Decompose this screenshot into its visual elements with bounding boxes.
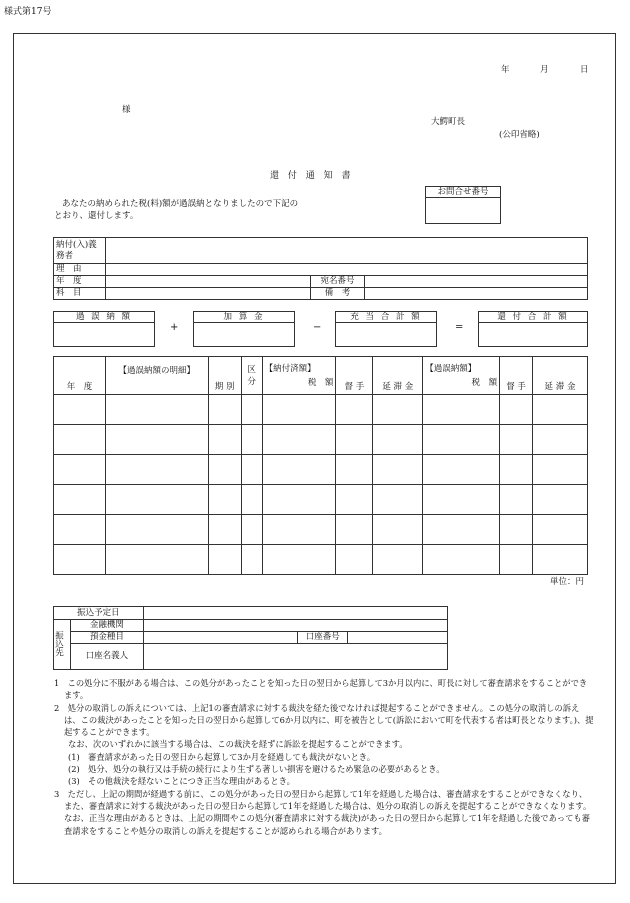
col-over-fee: 督 手 <box>500 357 533 395</box>
account-no-value <box>348 632 448 644</box>
table-row <box>54 485 588 515</box>
table-row <box>54 515 588 545</box>
reason-label: 理 由 <box>54 264 106 276</box>
note-1: 1 この処分に不服がある場合は、この処分があったことを知った日の翌日から起算して3か月以内に、町長に対して審査請求をすることができます。 <box>54 678 588 701</box>
col-category: 区分 <box>241 357 262 395</box>
date-day: 日 <box>580 65 589 75</box>
overpaid-header: 【過誤納額】 <box>425 363 477 374</box>
overpaid-label: 過 誤 納 額 <box>54 312 154 323</box>
note-2: 2 処分の取消しの訴えについては、上記1の審査請求に対する裁決を経た後でなければ提起することができません。この処分の取消しの訴えは、この裁決があったことを知った日の翌日から起算して6か月以内に、町を被告として(訴訟において町を代表する者は町長となります。)、提起することができます。 <box>54 702 594 738</box>
transfer-table <box>53 606 448 670</box>
unit-label: 単位：円 <box>550 577 585 587</box>
payer-label: 納付(入)義務者 <box>54 238 106 264</box>
col-year: 年 度 <box>54 357 106 395</box>
table-row <box>54 455 588 485</box>
addressee-suffix: 様 <box>122 105 131 115</box>
refund-total-label: 還 付 合 計 額 <box>479 312 587 323</box>
bank-label: 金融機関 <box>70 620 143 632</box>
bank-value <box>143 620 447 632</box>
col-over-tax <box>423 357 500 395</box>
issuer: 大鰐町長 <box>431 117 466 127</box>
account-no-label: 口座番号 <box>298 632 348 644</box>
col-paid-tax <box>262 357 336 395</box>
table-row <box>54 395 588 425</box>
col-paid-delay: 延 滞 金 <box>373 357 423 395</box>
overpaid-box <box>53 311 155 347</box>
note-2-case-3: (3) その他裁決を経ないことにつき正当な理由があるとき。 <box>68 776 295 787</box>
year-value <box>105 276 310 288</box>
plus-sign: + <box>170 322 179 333</box>
note-3: 3 ただし、上記の期間が経過する前に、この処分があった日の翌日から起算して1年を経過した場合は、審査請求をすることができなくなり、また、審査請求に対する裁決があった日の翌日から起算して1年を経過した場合は、処分の取消しの訴えを提起することができなくなります。なお、正当な理由があるときは、上記の期間やこの処分(審査請求に対する裁決)があった日の翌日から起算して1年を経過した後であっても審査請求をすることや処分の取消しの訴えを提起することが認められる場合があります。 <box>54 788 592 836</box>
detail-table <box>53 356 588 575</box>
col-breakdown: 【過誤納額の明細】 <box>105 357 208 395</box>
intro-line: あなたの納められた税(料)額が過誤納となりましたので下記のとおり、還付します。 <box>54 199 299 221</box>
inquiry-label: お問合せ番号 <box>426 187 500 198</box>
reason-value <box>105 264 587 276</box>
note-2-intro: なお、次のいずれかに該当する場合は、この裁決を経ずに訴訟を提起することができます。 <box>68 739 408 750</box>
inquiry-box <box>425 186 501 224</box>
table-row <box>54 545 588 575</box>
item-value <box>105 288 310 300</box>
minus-sign: − <box>313 322 322 333</box>
transfer-date-value <box>143 607 447 620</box>
note-2-case-2: (2) 処分、処分の執行又は手続の続行により生ずる著しい損害を避けるため緊急の必要があるとき。 <box>68 764 445 775</box>
paid-tax-label: 税 額 <box>307 377 334 388</box>
transfer-side-label: 振込先 <box>54 620 71 670</box>
col-paid-fee: 督 手 <box>336 357 373 395</box>
notes <box>54 677 594 837</box>
remarks-value <box>365 288 588 300</box>
equals-sign: = <box>455 322 464 333</box>
deposit-type-value <box>143 632 298 644</box>
paid-header: 【納付済額】 <box>264 363 316 374</box>
year-label: 年 度 <box>54 276 106 288</box>
col-period: 期 別 <box>208 357 241 395</box>
addition-label: 加 算 金 <box>194 312 294 323</box>
deposit-type-label: 預金種目 <box>70 632 143 644</box>
remarks-label: 備 考 <box>310 288 365 300</box>
addressee-no-label: 宛名番号 <box>310 276 365 288</box>
holder-value <box>143 644 447 670</box>
item-label: 科 目 <box>54 288 106 300</box>
table-row <box>54 425 588 455</box>
payer-value <box>105 238 587 264</box>
col-over-delay: 延 滞 金 <box>533 357 588 395</box>
holder-label: 口座名義人 <box>70 644 143 670</box>
transfer-date-label: 振込予定日 <box>54 607 144 620</box>
addressee-no-value <box>365 276 588 288</box>
over-tax-label: 税 額 <box>471 377 498 388</box>
appropriation-box <box>335 311 437 347</box>
note-2-case-1: (1) 審査請求があった日の翌日から起算して3か月を経過しても裁決がないとき。 <box>68 751 376 762</box>
refund-total-box <box>478 311 588 347</box>
info-table <box>53 237 588 300</box>
document-title: 還 付 通 知 書 <box>270 171 354 181</box>
appropriation-label: 充 当 合 計 額 <box>336 312 436 323</box>
date-month: 月 <box>540 65 549 75</box>
intro-text <box>54 198 302 222</box>
seal-note: (公印省略) <box>499 130 540 140</box>
date-year: 年 <box>501 65 510 75</box>
addition-box <box>193 311 295 347</box>
form-number: 様式第17号 <box>4 7 52 17</box>
